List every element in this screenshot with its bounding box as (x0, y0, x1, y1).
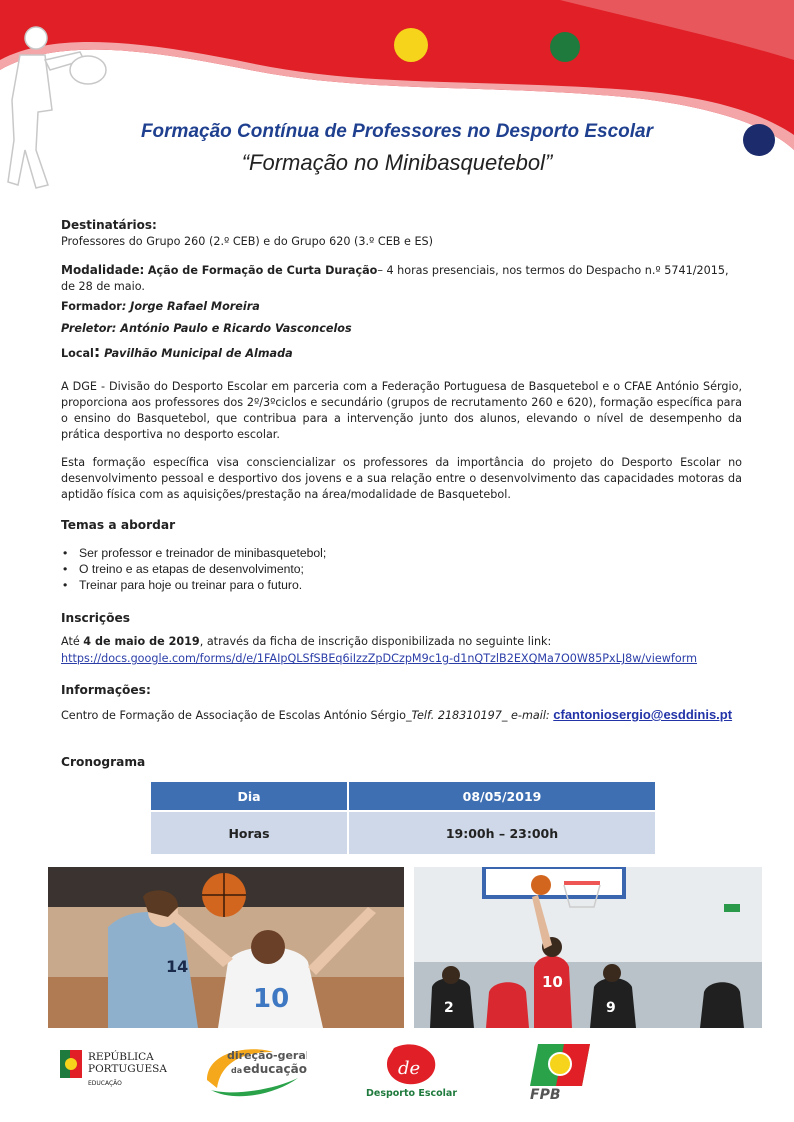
republica-portuguesa-logo (58, 1040, 168, 1102)
svg-text:PORTUGUESA: PORTUGUESA (88, 1063, 167, 1075)
svg-text:de: de (398, 1058, 421, 1079)
local: Local: Pavilhão Municipal de Almada (61, 342, 293, 361)
preletor: Preletor: António Paulo e Ricardo Vasconcelos (61, 322, 352, 335)
temas-list (61, 545, 661, 593)
table-row (150, 811, 656, 855)
destinatarios-label: Destinatários: (61, 218, 157, 232)
list-item: • O treino e as etapas de desenvolvimento; (61, 561, 661, 577)
svg-text:REPÚBLICA: REPÚBLICA (88, 1051, 154, 1063)
svg-text:14: 14 (166, 957, 189, 976)
svg-text:da: da (231, 1066, 243, 1075)
destinatarios-text: Professores do Grupo 260 (2.º CEB) e do Grupo 620 (3.º CEB e ES) (61, 235, 433, 248)
svg-text:10: 10 (253, 984, 290, 1014)
svg-text:10: 10 (542, 973, 563, 991)
email-link[interactable]: cfantoniosergio@esddinis.pt (553, 707, 733, 722)
modalidade: Modalidade: Ação de Formação de Curta Duração– 4 horas presenciais, nos termos do Despacho n.º 5741/2015, de 28 de maio. (61, 263, 729, 293)
svg-text:EDUCAÇÃO: EDUCAÇÃO (88, 1080, 122, 1087)
svg-text:9: 9 (606, 1000, 616, 1016)
page-subtitle: “Formação no Minibasquetebol” (241, 150, 553, 175)
cronograma-heading: Cronograma (61, 755, 146, 769)
basketball-photo-right (414, 867, 762, 1028)
svg-text:Desporto Escolar: Desporto Escolar (366, 1088, 458, 1099)
list-item: • Ser professor e treinador de minibasquetebol; (61, 545, 661, 561)
svg-text:2: 2 (444, 1000, 454, 1016)
table-cell: 19:00h – 23:00h (348, 811, 656, 855)
paragraph-objective: Esta formação específica visa consciencializar os professores da importância do projeto do Desporto Escolar no desenvolvimento pessoal e desportivo dos jovens e a sua relação entre o desenvolvimento das capacidades motoras da aptidão física com as aquisições/prestação na área/modalidade de Basquetebol. (61, 456, 742, 501)
yellow-dot (394, 28, 428, 62)
svg-text:educação: educação (243, 1062, 307, 1076)
svg-text:direção-geral: direção-geral (227, 1049, 307, 1062)
table-header-cell: 08/05/2019 (348, 781, 656, 811)
registration-link[interactable]: https://docs.google.com/forms/d/e/1FAIpQLSfSBEq6iIzzZpDCzpM9c1g-d1nQTzlB2EXQMa7O0W85PxLJ8w/viewform (61, 652, 697, 665)
table-header-row (150, 781, 656, 811)
dge-logo (203, 1040, 307, 1102)
table-header-cell: Dia (150, 781, 348, 811)
inscricoes-heading: Inscrições (61, 611, 130, 625)
formador: Formador: Jorge Rafael Moreira (61, 300, 260, 313)
svg-text:FPB: FPB (530, 1087, 561, 1102)
inscricoes-text: Até 4 de maio de 2019, através da ficha de inscrição disponibilizada no seguinte link: (61, 635, 552, 648)
green-dot (550, 32, 580, 62)
schedule-table (149, 780, 657, 856)
informacoes-heading: Informações: (61, 683, 151, 697)
page-title: Formação Contínua de Professores no Desporto Escolar (140, 121, 654, 142)
fpb-logo (524, 1040, 596, 1102)
desporto-escolar-logo (362, 1040, 466, 1102)
list-item: • Treinar para hoje ou treinar para o futuro. (61, 577, 661, 593)
paragraph-intro: A DGE - Divisão do Desporto Escolar em parceria com a Federação Portuguesa de Basquetebol e o CFAE António Sérgio, proporciona aos professores dos 2º/3ºciclos e secundário (grupos de recrutamento 260 e 620), formação específica para o ensino do Basquetebol, que contribua para a intervenção junto dos alunos, elevando o nível de desempenho da prática desportiva no desporto escolar. (61, 380, 742, 441)
temas-heading: Temas a abordar (61, 518, 176, 532)
informacoes-text: Centro de Formação de Associação de Escolas António Sérgio_Telf. 218310197_ e-mail: cfantoniosergio@esddinis.pt (61, 707, 733, 722)
table-cell: Horas (150, 811, 348, 855)
basketball-photo-left (48, 867, 404, 1028)
